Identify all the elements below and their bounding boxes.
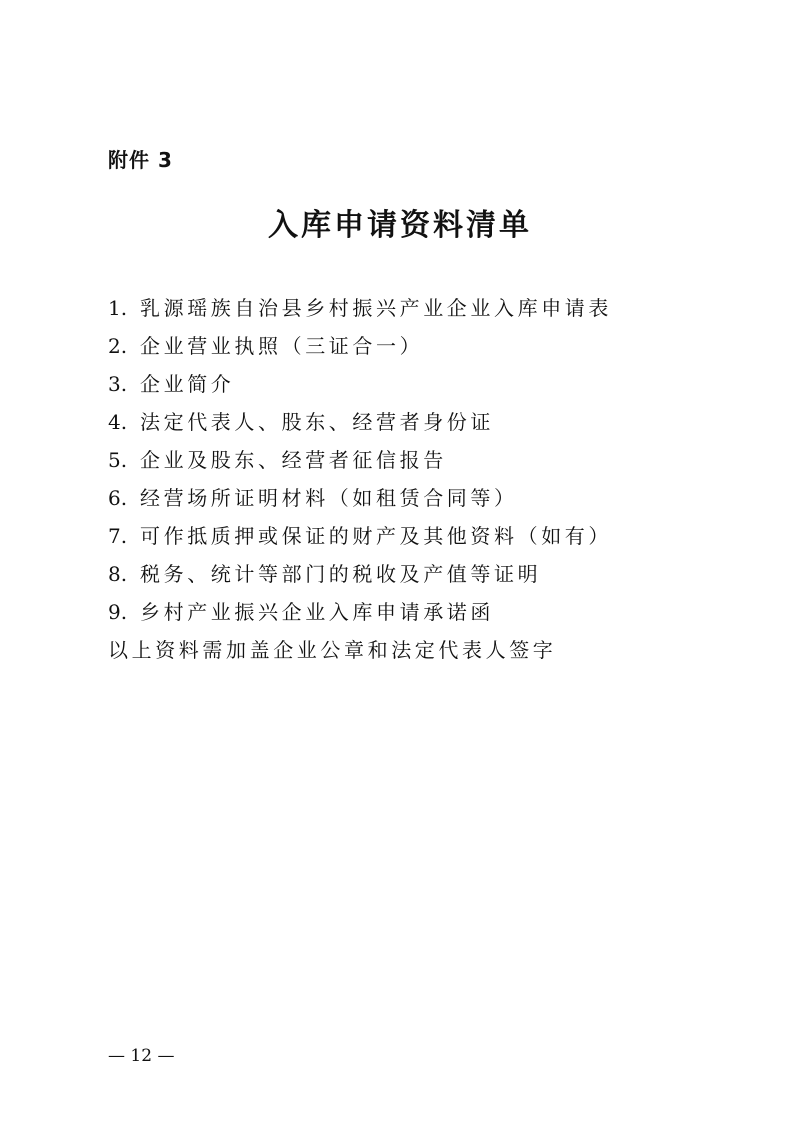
list-item: [108, 365, 612, 403]
list-item: [108, 327, 612, 365]
item-number: 5.: [108, 448, 128, 472]
item-text: 企业简介: [140, 372, 235, 396]
item-number: 6.: [108, 486, 128, 510]
item-number: 4.: [108, 410, 128, 434]
item-number: 3.: [108, 372, 128, 396]
item-number: 2.: [108, 334, 128, 358]
document-title: 入库申请资料清单: [268, 208, 532, 243]
item-text: 可作抵质押或保证的财产及其他资料（如有）: [140, 524, 612, 548]
item-number: 1.: [108, 296, 128, 320]
item-number: 7.: [108, 524, 128, 548]
list-item: [108, 555, 612, 593]
list-item: [108, 517, 612, 555]
list-item: [108, 479, 612, 517]
item-text: 企业营业执照（三证合一）: [140, 334, 424, 358]
list-item: [108, 593, 612, 631]
item-number: 8.: [108, 562, 128, 586]
item-text: 税务、统计等部门的税收及产值等证明: [140, 562, 542, 586]
list-item: [108, 403, 612, 441]
item-number: 9.: [108, 600, 128, 624]
materials-list: [108, 289, 612, 631]
attachment-label: 附件 3: [108, 148, 173, 172]
item-text: 法定代表人、股东、经营者身份证: [140, 410, 494, 434]
page-number: — 12 —: [108, 1046, 175, 1066]
item-text: 乡村产业振兴企业入库申请承诺函: [140, 600, 494, 624]
item-text: 经营场所证明材料（如租赁合同等）: [140, 486, 518, 510]
list-item: [108, 441, 612, 479]
signature-note: 以上资料需加盖企业公章和法定代表人签字: [108, 638, 557, 662]
item-text: 乳源瑶族自治县乡村振兴产业企业入库申请表: [140, 296, 612, 320]
list-item: [108, 289, 612, 327]
item-text: 企业及股东、经营者征信报告: [140, 448, 447, 472]
